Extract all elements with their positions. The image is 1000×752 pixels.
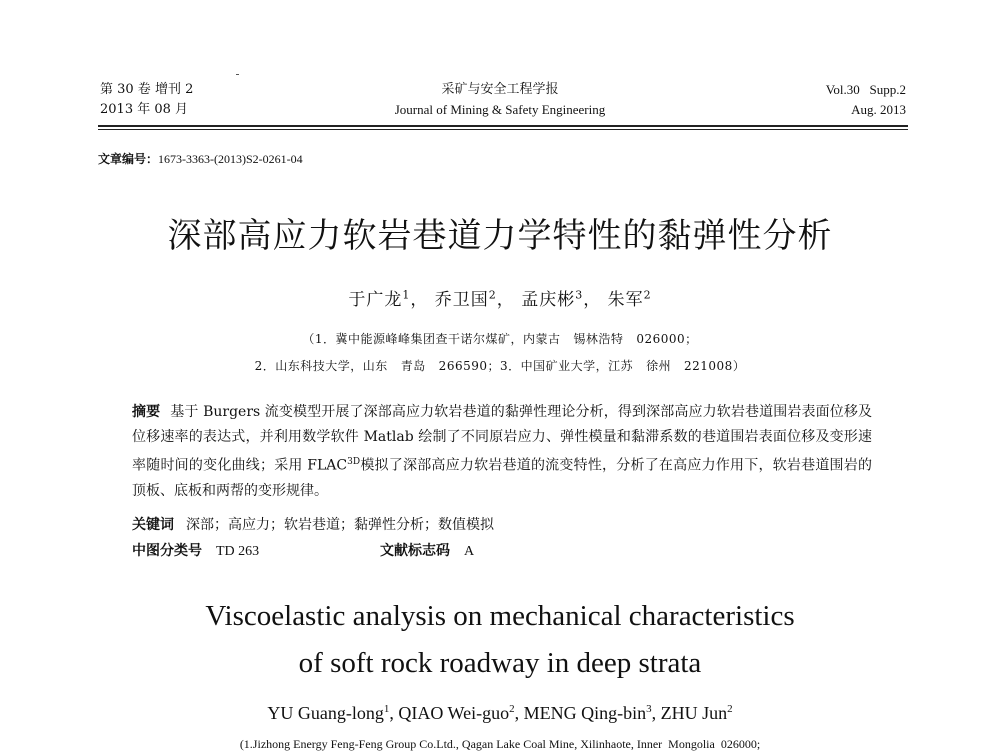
affiliation-cn-line1: （1．冀中能源峰峰集团查干诺尔煤矿，内蒙古 锡林浩特 026000；	[302, 332, 698, 346]
author-en-affil: 1	[383, 703, 390, 715]
volume-cn: 第 30 卷 增刊 2	[100, 82, 194, 97]
authors-cn	[0, 285, 1000, 310]
clc-number	[132, 540, 259, 560]
author-sep: ，	[410, 290, 429, 310]
author-sep: ,	[514, 703, 524, 723]
clc-label: 中图分类号	[132, 543, 202, 559]
author-sep: ,	[389, 703, 399, 723]
abstract-text-a: 基于 Burgers 流变模型开展了深部高应力软岩巷道的黏弹性理论分析，得到深部高应力软岩巷道围岩表面位移及位移速率的表达式，并利用数学软件 Matlab 绘制了不同原岩应力、弹性模量和黏滞系数的巷道围岩表面位移及变形速率随时间的变化曲线；采用 FLAC	[132, 404, 872, 474]
author-cn-affil: 1	[402, 288, 411, 302]
author-cn-affil: 2	[643, 288, 652, 302]
keywords-value: 深部；高应力；软岩巷道；黏弹性分析；数值模拟	[186, 517, 494, 533]
article-id-value: 1673-3363-(2013)S2-0261-04	[158, 152, 303, 166]
author-en: YU Guang-long	[267, 703, 384, 723]
authors-en	[0, 703, 1000, 724]
author-en: ZHU Jun	[660, 703, 728, 723]
article-id-label: 文章编号：	[98, 152, 159, 166]
author-cn-affil: 3	[575, 288, 584, 302]
author-en-affil: 2	[727, 703, 733, 715]
author-cn-affil: 2	[488, 288, 497, 302]
header-rule-thick	[98, 125, 908, 127]
title-cn: 深部高应力软岩巷道力学特性的黏弹性分析	[167, 216, 833, 256]
journal-name-cn: 采矿与安全工程学报	[441, 82, 559, 97]
affiliation-cn-line2: 2．山东科技大学，山东 青岛 266590；3．中国矿业大学，江苏 徐州 221008）	[254, 359, 746, 373]
author-en: QIAO Wei-guo	[398, 703, 510, 723]
author-en: MENG Qing-bin	[523, 703, 647, 723]
scan-mark	[236, 74, 239, 75]
author-en-affil: 3	[646, 703, 652, 715]
affiliation-en-partial: (1.Jizhong Energy Feng-Feng Group Co.Ltd., Qagan Lake Coal Mine, Xilinhaote, Inner Mongolia 026000;	[239, 737, 761, 751]
flac-superscript: 3D	[347, 457, 361, 467]
doc-code-label: 文献标志码	[380, 543, 450, 559]
doc-code-value: A	[464, 544, 475, 559]
author-cn: 朱军	[607, 290, 644, 310]
abstract-label: 摘要	[132, 404, 161, 420]
volume-en: Vol.30 Supp.2	[825, 82, 906, 97]
author-cn: 于广龙	[348, 290, 403, 310]
header-rule-thin	[98, 129, 908, 130]
author-sep: ，	[583, 290, 602, 310]
author-en-affil: 2	[509, 703, 515, 715]
abstract-text-b: 模拟了深部高应力软岩巷道的流变特性，分析了在高应力作用下，软岩巷道围岩的顶板、底板和两帮的变形规律。	[132, 457, 872, 499]
header-right	[826, 80, 906, 120]
article-id	[98, 150, 303, 167]
author-cn: 孟庆彬	[521, 290, 576, 310]
clc-value: TD 263	[216, 544, 260, 559]
keywords-cn	[132, 514, 494, 534]
author-sep: ，	[496, 290, 515, 310]
date-cn: 2013 年 08 月	[100, 102, 189, 117]
keywords-label: 关键词	[132, 517, 174, 533]
title-en-line1: Viscoelastic analysis on mechanical characteristics	[205, 600, 795, 632]
document-code	[380, 540, 474, 560]
author-cn: 乔卫国	[434, 290, 489, 310]
title-en-line2: of soft rock roadway in deep strata	[298, 647, 702, 679]
abstract-cn	[132, 400, 872, 504]
date-en: Aug. 2013	[851, 102, 906, 117]
author-sep: ,	[651, 703, 661, 723]
journal-name-en: Journal of Mining & Safety Engineering	[394, 102, 606, 117]
